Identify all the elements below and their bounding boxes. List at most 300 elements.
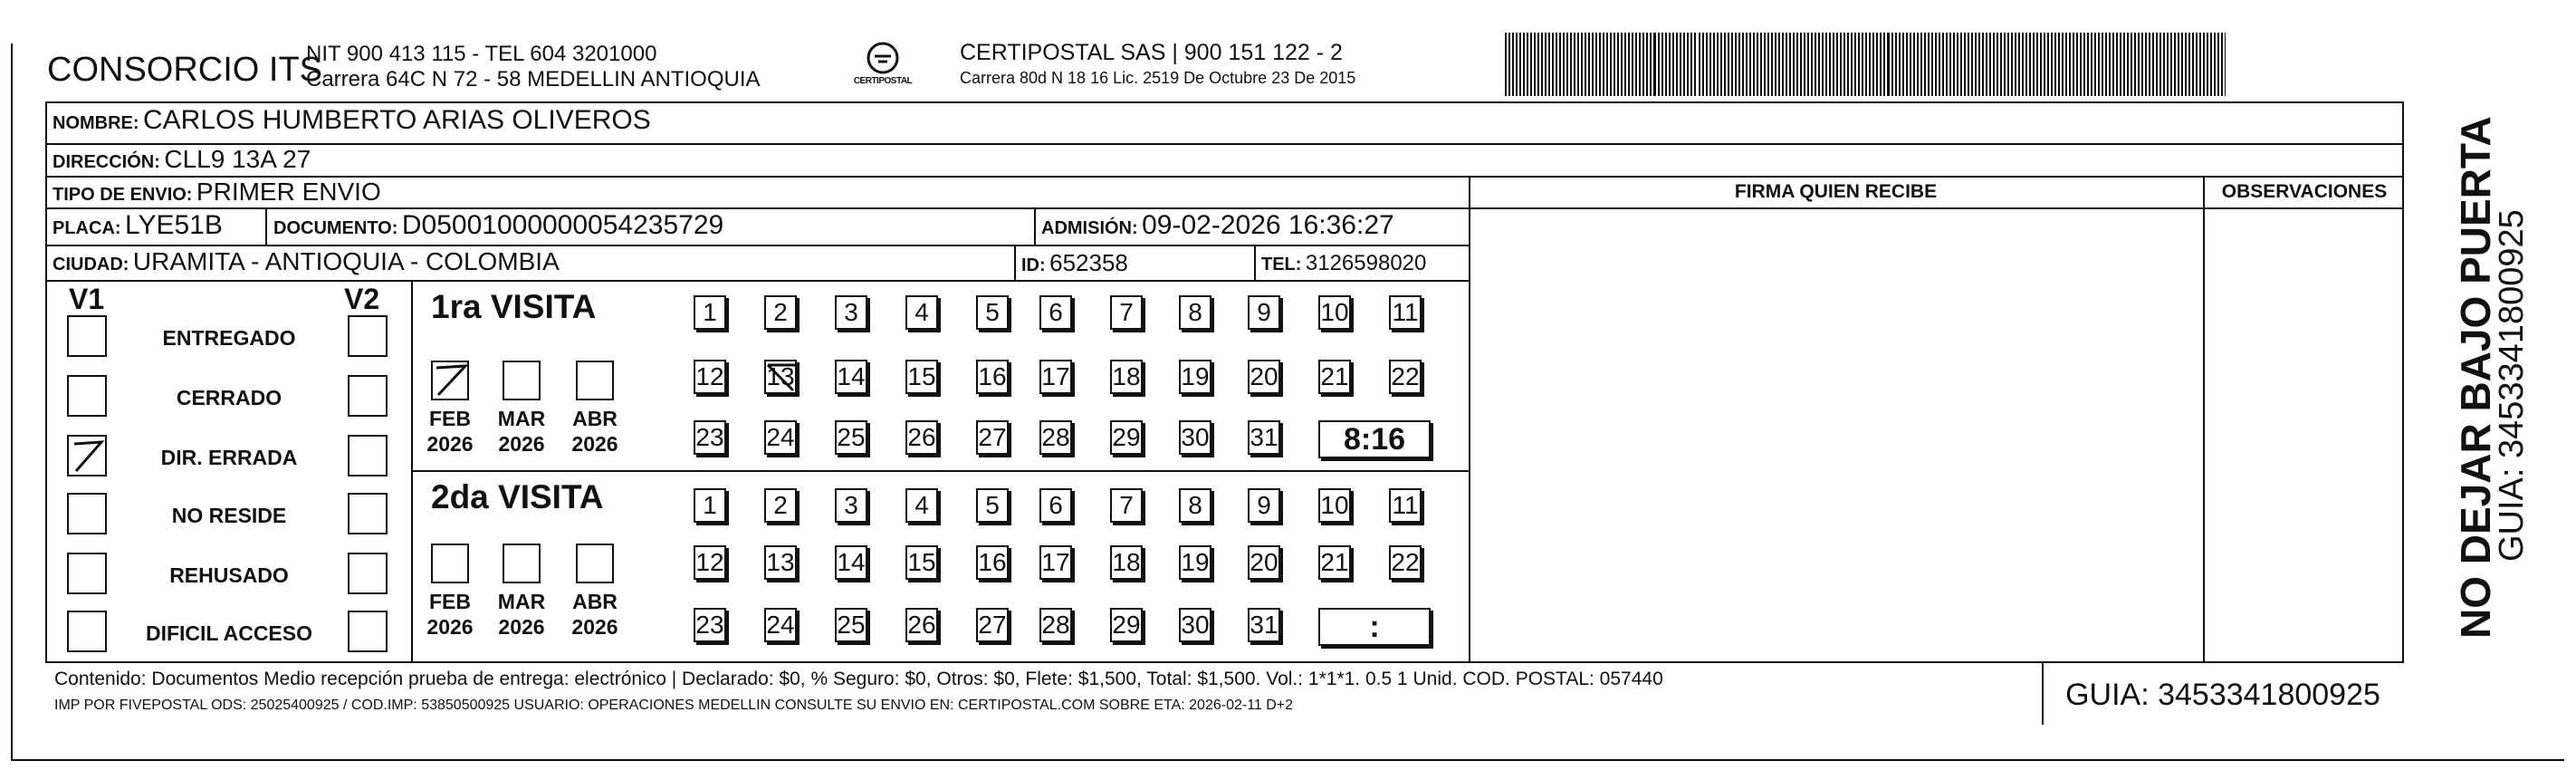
time-box[interactable]: 8:16: [1318, 420, 1431, 458]
row-line: [45, 143, 2404, 145]
direccion-label: DIRECCIÓN:: [53, 152, 160, 172]
barcode-bar: [1530, 33, 1532, 96]
barcode-bar: [2116, 33, 2118, 96]
year-label: 2026: [571, 615, 618, 639]
v1-checkbox[interactable]: [67, 553, 107, 594]
month-checkbox[interactable]: [431, 361, 469, 400]
col-line: [1254, 245, 1256, 280]
barcode-bar: [1899, 33, 1901, 96]
barcode-bar: [1786, 33, 1787, 96]
barcode-bar: [1724, 33, 1726, 96]
barcode-bar: [1658, 33, 1660, 96]
barcode-bar: [2051, 33, 2053, 96]
col-line: [265, 207, 267, 245]
barcode-bar: [1676, 33, 1678, 96]
barcode-bar: [2047, 33, 2049, 96]
company-address: Carrera 64C N 72 - 58 MEDELLIN ANTIOQUIA: [306, 67, 761, 91]
day-box[interactable]: 20: [1248, 360, 1280, 394]
day-box[interactable]: 6: [1039, 295, 1072, 330]
day-box[interactable]: 7: [1110, 295, 1143, 330]
year-label: 2026: [498, 615, 545, 639]
barcode-bar: [1862, 33, 1863, 96]
barcode-bar: [1680, 33, 1681, 96]
v2-checkbox[interactable]: [348, 315, 388, 357]
status-option-label: DIFICIL ACCESO: [145, 621, 312, 645]
barcode-bar: [1746, 33, 1748, 96]
barcode-bar: [1617, 33, 1619, 96]
day-box[interactable]: 17: [1039, 545, 1072, 580]
barcode-bar: [1599, 33, 1601, 96]
col-line: [1469, 176, 1470, 663]
day-box[interactable]: 25: [835, 420, 867, 455]
barcode-bar: [1986, 33, 1987, 96]
day-box[interactable]: 27: [976, 608, 1009, 642]
barcode-bar: [1872, 33, 1874, 96]
barcode-bar: [2185, 33, 2187, 96]
v1-checkbox[interactable]: [67, 435, 107, 476]
barcode-bar: [1577, 33, 1579, 96]
barcode-bar: [2131, 33, 2132, 96]
barcode-bar: [1964, 33, 1966, 96]
barcode-bar: [1942, 33, 1944, 96]
barcode-bar: [2145, 33, 2147, 96]
barcode-bar: [1953, 33, 1955, 96]
barcode-bar: [1939, 33, 1940, 96]
documento-value: D05001000000054235729: [401, 210, 724, 240]
v1-checkbox[interactable]: [67, 493, 107, 534]
day-box[interactable]: 24: [764, 420, 797, 455]
barcode-bar: [1913, 33, 1915, 96]
barcode-bar: [1789, 33, 1791, 96]
barcode-bar: [1800, 33, 1802, 96]
day-box[interactable]: 18: [1110, 545, 1143, 580]
col-line: [1014, 245, 1016, 280]
barcode-bar: [1537, 33, 1539, 96]
barcode-bar: [1690, 33, 1692, 96]
day-box[interactable]: 12: [694, 360, 726, 394]
documento-label: DOCUMENTO:: [273, 218, 398, 238]
day-box[interactable]: 9: [1248, 488, 1280, 523]
barcode-bar: [1778, 33, 1780, 96]
day-box[interactable]: 14: [835, 545, 867, 580]
barcode-bar: [1811, 33, 1813, 96]
day-box[interactable]: 25: [835, 608, 867, 642]
barcode-bar: [1581, 33, 1583, 96]
barcode-bar: [1968, 33, 1969, 96]
barcode-bar: [2199, 33, 2201, 96]
tel-label: TEL:: [1261, 255, 1302, 274]
direccion-row: [53, 145, 311, 174]
day-box[interactable]: 22: [1389, 360, 1422, 394]
barcode-bar: [1997, 33, 1998, 96]
barcode-bar: [2073, 33, 2074, 96]
tel-value: 3126598020: [1305, 251, 1427, 275]
day-box[interactable]: 30: [1179, 608, 1211, 642]
day-box[interactable]: 19: [1179, 360, 1211, 394]
barcode-bar: [1804, 33, 1805, 96]
barcode-bar: [1653, 33, 1656, 96]
barcode-bar: [2036, 33, 2038, 96]
month-checkbox[interactable]: [431, 544, 469, 583]
barcode-bar: [2083, 33, 2085, 96]
barcode-bar: [1906, 33, 1908, 96]
day-box[interactable]: 26: [905, 608, 938, 642]
barcode-bar: [2040, 33, 2042, 96]
nombre-label: NOMBRE:: [53, 113, 139, 133]
barcode-bar: [2033, 33, 2035, 96]
barcode-bar: [1775, 33, 1776, 96]
day-box[interactable]: 4: [905, 295, 938, 330]
barcode-bar: [2076, 33, 2078, 96]
barcode-bar: [2123, 33, 2125, 96]
day-box[interactable]: 30: [1179, 420, 1211, 455]
barcode-bar: [2087, 33, 2089, 96]
barcode-bar: [1978, 33, 1980, 96]
month-checkbox[interactable]: [503, 361, 541, 400]
v1-checkbox[interactable]: [67, 315, 107, 357]
ciudad-value: URAMITA - ANTIOQUIA - COLOMBIA: [132, 247, 560, 275]
day-box[interactable]: 29: [1110, 420, 1143, 455]
barcode-bar: [1883, 33, 1885, 96]
barcode-bar: [1541, 33, 1543, 96]
barcode-bar: [1527, 33, 1528, 96]
barcode-bar: [1519, 33, 1521, 96]
day-box[interactable]: 26: [905, 420, 938, 455]
v2-checkbox[interactable]: [348, 435, 388, 476]
barcode-bar: [2221, 33, 2223, 96]
barcode-bar: [1731, 33, 1733, 96]
day-box[interactable]: 28: [1039, 420, 1072, 455]
month-checkbox[interactable]: [576, 544, 614, 583]
admision-value: 09-02-2026 16:36:27: [1142, 210, 1394, 240]
barcode-bar: [1650, 33, 1652, 96]
barcode-bar: [1624, 33, 1626, 96]
barcode-bar: [1735, 33, 1737, 96]
barcode-bar: [1713, 33, 1715, 96]
id-value: 652358: [1049, 249, 1128, 276]
day-box[interactable]: 19: [1179, 545, 1211, 580]
barcode-bar: [1661, 33, 1663, 96]
nombre-row: [53, 105, 651, 136]
barcode-bar: [1753, 33, 1755, 96]
col-line: [2203, 176, 2205, 663]
barcode-bar: [1891, 33, 1893, 96]
barcode-bar: [1975, 33, 1977, 96]
barcode-bar: [2004, 33, 2006, 96]
barcode-bar: [1588, 33, 1590, 96]
day-box[interactable]: 7: [1110, 488, 1143, 523]
day-box[interactable]: 11: [1389, 295, 1422, 330]
barcode-bar: [2025, 33, 2027, 96]
barcode-bar: [1982, 33, 1984, 96]
direccion-value: CLL9 13A 27: [164, 145, 311, 173]
v2-label: V2: [344, 283, 380, 315]
barcode-bar: [2159, 33, 2161, 96]
barcode-bar: [1847, 33, 1849, 96]
barcode-bar: [2156, 33, 2158, 96]
day-box[interactable]: 5: [976, 488, 1009, 523]
month-checkbox[interactable]: [503, 544, 541, 583]
barcode-bar: [1706, 33, 1708, 96]
id-row: [1021, 249, 1128, 277]
day-box[interactable]: 16: [976, 360, 1009, 394]
day-box[interactable]: 8: [1179, 295, 1211, 330]
barcode-bar: [1910, 33, 1911, 96]
placa-row: [53, 210, 223, 241]
certipostal-address: Carrera 80d N 18 16 Lic. 2519 De Octubre 23 De 2015: [960, 69, 1356, 87]
documento-row: [273, 210, 723, 241]
barcode-bar: [1833, 33, 1834, 96]
v1-label: V1: [69, 283, 105, 315]
barcode-bar: [2207, 33, 2208, 96]
barcode-bar: [1993, 33, 1995, 96]
barcode-bar: [1606, 33, 1608, 96]
barcode-bar: [1836, 33, 1838, 96]
barcode-bar: [1614, 33, 1615, 96]
barcode-bar: [1928, 33, 1930, 96]
barcode-bar: [2225, 33, 2226, 96]
barcode-bar: [1646, 33, 1648, 96]
barcode-bar: [1807, 33, 1809, 96]
barcode-bar: [1971, 33, 1973, 96]
v2-checkbox[interactable]: [348, 493, 388, 534]
footer-guia: GUIA: 3453341800925: [2065, 678, 2380, 712]
status-option-label: ENTREGADO: [162, 326, 296, 350]
barcode-bar: [1720, 33, 1722, 96]
visit-separator: [411, 470, 1469, 472]
barcode-bar: [2170, 33, 2172, 96]
placa-value: LYE51B: [125, 210, 223, 240]
day-box[interactable]: 29: [1110, 608, 1143, 642]
barcode-bar: [1603, 33, 1604, 96]
barcode-bar: [2022, 33, 2024, 96]
day-box[interactable]: 1: [694, 488, 726, 523]
barcode-bar: [1851, 33, 1853, 96]
barcode-bar: [1887, 33, 1890, 96]
day-box[interactable]: 23: [694, 420, 726, 455]
observaciones-header: OBSERVACIONES: [2221, 181, 2388, 202]
barcode-bar: [2214, 33, 2216, 96]
barcode-bar: [2091, 33, 2092, 96]
v2-checkbox[interactable]: [348, 611, 388, 652]
year-label: 2026: [426, 432, 474, 456]
day-box[interactable]: 10: [1318, 488, 1351, 523]
barcode-bar: [2062, 33, 2064, 96]
day-box[interactable]: 13: [764, 360, 797, 394]
barcode-bar: [1683, 33, 1685, 96]
barcode-bar: [1709, 33, 1711, 96]
day-box[interactable]: 28: [1039, 608, 1072, 642]
logo-text: CERTIPOSTAL: [853, 76, 913, 86]
day-box[interactable]: 21: [1318, 545, 1351, 580]
month-label: MAR: [497, 590, 546, 613]
month-label: ABR: [572, 407, 618, 430]
day-box[interactable]: 9: [1248, 295, 1280, 330]
year-label: 2026: [426, 615, 474, 639]
day-box[interactable]: 10: [1318, 295, 1351, 330]
barcode-bar: [1642, 33, 1644, 96]
barcode-bar: [2181, 33, 2183, 96]
barcode-bar: [1694, 33, 1696, 96]
barcode-bar: [1869, 33, 1871, 96]
v1-checkbox[interactable]: [67, 375, 107, 417]
barcode-bar: [1924, 33, 1926, 96]
day-box[interactable]: 1: [694, 295, 726, 330]
barcode-bar: [1508, 33, 1510, 96]
status-option-label: CERRADO: [176, 386, 282, 409]
barcode-bar: [1782, 33, 1784, 96]
barcode-bar: [1949, 33, 1951, 96]
barcode-bar: [2188, 33, 2190, 96]
day-box[interactable]: 3: [835, 295, 867, 330]
barcode-bar: [1771, 33, 1773, 96]
barcode-bar: [1876, 33, 1878, 96]
barcode-bar: [1595, 33, 1597, 96]
barcode-bar: [2178, 33, 2179, 96]
company-name: CONSORCIO ITS: [47, 51, 323, 89]
tipo-row: [53, 178, 381, 207]
barcode-bar: [1534, 33, 1536, 96]
tipo-label: TIPO DE ENVIO:: [53, 185, 193, 205]
day-box[interactable]: 18: [1110, 360, 1143, 394]
barcode-bar: [1523, 33, 1525, 96]
month-label: FEB: [429, 407, 471, 430]
barcode-bar: [2105, 33, 2107, 96]
barcode-bar: [1628, 33, 1630, 96]
barcode-bar: [1570, 33, 1572, 96]
barcode-bar: [1592, 33, 1594, 96]
row-line: [1469, 207, 2404, 209]
footer-line2: IMP POR FIVEPOSTAL ODS: 25025400925 / COD.IMP: 53850500925 USUARIO: OPERACIONES MEDELLIN CONSULTE SU ENVIO EN: CERTIPOSTAL.COM SOBRE ETA: 2026-02-11 D+2: [54, 698, 1294, 713]
day-box[interactable]: 21: [1318, 360, 1351, 394]
barcode-bar: [1702, 33, 1704, 96]
tipo-value: PRIMER ENVIO: [196, 178, 381, 206]
v1-checkbox[interactable]: [67, 611, 107, 652]
left-edge-line: [11, 43, 13, 759]
day-box[interactable]: 14: [835, 360, 867, 394]
day-box[interactable]: 17: [1039, 360, 1072, 394]
col-line: [411, 280, 413, 661]
day-box[interactable]: 16: [976, 545, 1009, 580]
day-box[interactable]: 27: [976, 420, 1009, 455]
barcode-bar: [2163, 33, 2165, 96]
barcode-bar: [2127, 33, 2129, 96]
barcode-bar: [2109, 33, 2111, 96]
placa-label: PLACA:: [53, 218, 121, 238]
barcode-bar: [1957, 33, 1958, 96]
day-box[interactable]: 13: [764, 545, 797, 580]
day-box[interactable]: 24: [764, 608, 797, 642]
row-line: [45, 207, 1469, 209]
year-label: 2026: [498, 432, 545, 456]
barcode-bar: [2210, 33, 2212, 96]
barcode-bar: [1635, 33, 1637, 96]
status-option-label: NO RESIDE: [171, 504, 287, 527]
barcode-bar: [1717, 33, 1719, 96]
barcode-bar: [2094, 33, 2096, 96]
barcode-bar: [1946, 33, 1948, 96]
day-box[interactable]: 5: [976, 295, 1009, 330]
barcode-bar: [1563, 33, 1565, 96]
barcode-bar: [2102, 33, 2103, 96]
day-box[interactable]: 11: [1389, 488, 1422, 523]
day-box[interactable]: 22: [1389, 545, 1422, 580]
barcode-bar: [1548, 33, 1550, 96]
barcode-bar: [1687, 33, 1689, 96]
barcode-bar: [1880, 33, 1882, 96]
barcode-bar: [2000, 33, 2002, 96]
visit2-title: 2da VISITA: [431, 478, 604, 515]
barcode-bar: [1760, 33, 1762, 96]
day-box[interactable]: 23: [694, 608, 726, 642]
barcode-bar: [1505, 33, 1507, 96]
side-warning: NO DEJAR BAJO PUERTA: [2452, 116, 2499, 639]
year-label: 2026: [571, 432, 618, 456]
month-label: FEB: [429, 590, 471, 613]
barcode-bar: [1935, 33, 1937, 96]
barcode-bar: [1749, 33, 1751, 96]
status-option-label: REHUSADO: [169, 563, 289, 587]
day-box[interactable]: 4: [905, 488, 938, 523]
barcode-bar: [1917, 33, 1919, 96]
barcode-bar: [1669, 33, 1671, 96]
v2-checkbox[interactable]: [348, 553, 388, 594]
barcode-bar: [1699, 33, 1700, 96]
barcode-bar: [2054, 33, 2056, 96]
month-label: ABR: [572, 590, 618, 613]
barcode-bar: [1840, 33, 1842, 96]
day-box[interactable]: 15: [905, 545, 938, 580]
barcode-bar: [1865, 33, 1867, 96]
time-box[interactable]: :: [1318, 608, 1431, 646]
barcode-bar: [1822, 33, 1824, 96]
ciudad-row: [53, 247, 560, 276]
v2-checkbox[interactable]: [348, 375, 388, 417]
day-box[interactable]: 3: [835, 488, 867, 523]
day-box[interactable]: 6: [1039, 488, 1072, 523]
col-line: [1034, 207, 1036, 245]
barcode-bar: [2069, 33, 2071, 96]
barcode-bar: [1815, 33, 1816, 96]
barcode-bar: [2080, 33, 2082, 96]
day-box[interactable]: 31: [1248, 608, 1280, 642]
day-box[interactable]: 20: [1248, 545, 1280, 580]
day-box[interactable]: 2: [764, 295, 797, 330]
barcode-bar: [1989, 33, 1991, 96]
row-line: [45, 176, 2404, 178]
barcode-bar: [2149, 33, 2150, 96]
barcode-bar: [2192, 33, 2194, 96]
barcode-bar: [2098, 33, 2100, 96]
barcode: [1505, 33, 2226, 96]
barcode-bar: [2134, 33, 2136, 96]
day-box[interactable]: 15: [905, 360, 938, 394]
day-box[interactable]: 12: [694, 545, 726, 580]
day-box[interactable]: 8: [1179, 488, 1211, 523]
barcode-bar: [1764, 33, 1766, 96]
barcode-bar: [1742, 33, 1744, 96]
barcode-bar: [1665, 33, 1667, 96]
day-box[interactable]: 31: [1248, 420, 1280, 455]
visit1-title: 1ra VISITA: [431, 288, 597, 325]
barcode-bar: [2120, 33, 2121, 96]
day-box[interactable]: 2: [764, 488, 797, 523]
ciudad-label: CIUDAD:: [53, 255, 129, 274]
barcode-bar: [1566, 33, 1568, 96]
barcode-bar: [2167, 33, 2169, 96]
barcode-bar: [1895, 33, 1897, 96]
month-checkbox[interactable]: [576, 361, 614, 400]
